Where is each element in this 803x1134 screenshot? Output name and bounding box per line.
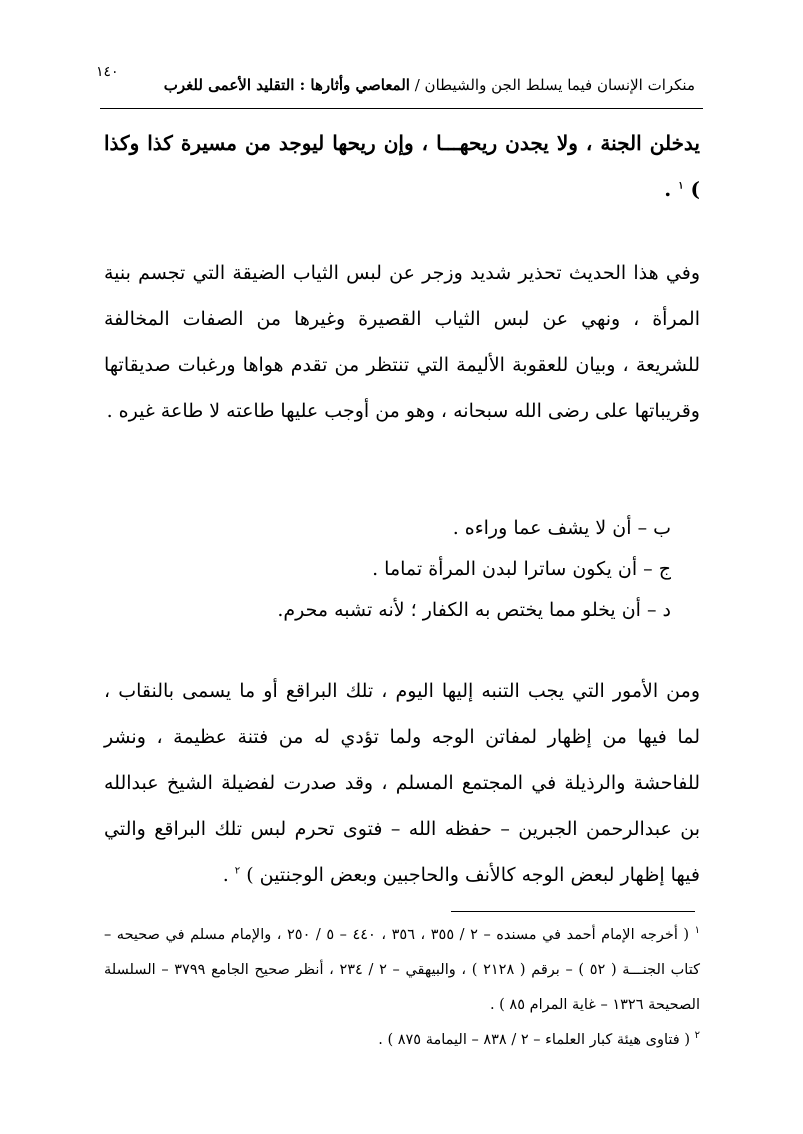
- footnote-ref-1[interactable]: ١: [678, 180, 684, 192]
- footnote-1: [104, 918, 700, 1023]
- footnote-ref-2[interactable]: ٢: [234, 865, 241, 877]
- paragraph-1: وفي هذا الحديث تحذير شديد وزجر عن لبس الثياب الضيقة التي تجسم بنية المرأة ، ونهي عن لبس الثياب القصيرة وغيرها من الصفات المخالفة للشريعة ، وبيان للعقوبة الأليمة التي تنتظر من تقدم هواها ورغبات صديقاتها وقريباتها على رضى الله سبحانه ، وهو من أوجب عليها طاعته لا طاعة غيره .: [104, 262, 700, 422]
- paragraph-2-end: .: [222, 864, 229, 886]
- header-rule: [100, 108, 703, 109]
- running-header: [95, 76, 695, 94]
- running-title-chapter: المعاصي وأثارها : التقليد الأعمى للغرب: [163, 76, 410, 94]
- footnote-2-mark: ٢: [694, 1030, 700, 1042]
- page-number: ١٤٠: [96, 64, 119, 80]
- footnotes: [104, 918, 700, 1058]
- lead-text: يدخلن الجنة ، ولا يجدن ريحهـــا ، وإن ريحها ليوجد من مسيرة كذا وكذا ): [104, 131, 700, 201]
- running-title-book: منكرات الإنسان فيما يسلط الجن والشيطان /: [409, 76, 695, 94]
- list-item: ج – أن يكون ساترا لبدن المرأة تماما .: [372, 558, 671, 580]
- footnote-2: [104, 1023, 700, 1058]
- lead-end: .: [664, 177, 672, 201]
- footnote-2-text: ( فتاوى هيئة كبار العلماء – ٢ / ٨٣٨ – اليمامة ٨٧٥ ) .: [378, 1032, 695, 1048]
- conditions-list: [211, 508, 671, 631]
- paragraph-2-text: ومن الأمور التي يجب التنبه إليها اليوم ، تلك البراقع أو ما يسمى بالنقاب ، لما فيها من إظهار لمفاتن الوجه ولما تؤدي له من فتنة عظيمة ، ونشر للفاحشة والرذيلة في المجتمع المسلم ، وقد صدرت لفضيلة الشيخ عبدالله بن عبدالرحمن الجبرين – حفظه الله – فتوى تحرم لبس تلك البراقع والتي فيها إظهار لبعض الوجه كالأنف والحاجبين وبعض الوجنتين ): [104, 680, 700, 886]
- footnote-rule: [451, 911, 695, 912]
- paragraph-2: [104, 668, 700, 898]
- list-item: ب – أن لا يشف عما وراءه .: [452, 517, 671, 539]
- footnote-1-mark: ١: [694, 925, 700, 937]
- lead-paragraph: [104, 120, 700, 212]
- footnote-1-text: ( أخرجه الإمام أحمد في مسنده – ٢ / ٣٥٥ ، ٣٥٦ ، ٤٤٠ – ٥ / ٢٥٠ ، والإمام مسلم في صحيحه – كتاب الجنـــة ( ٥٢ ) – برقم ( ٢١٢٨ ) ، والبيهقي – ٢ / ٢٣٤ ، أنظر صحيح الجامع ٣٧٩٩ – السلسلة الصحيحة ١٣٢٦ – غاية المرام ٨٥ ) .: [104, 927, 700, 1013]
- list-item: د – أن يخلو مما يختص به الكفار ؛ لأنه تشبه محرم.: [277, 599, 671, 621]
